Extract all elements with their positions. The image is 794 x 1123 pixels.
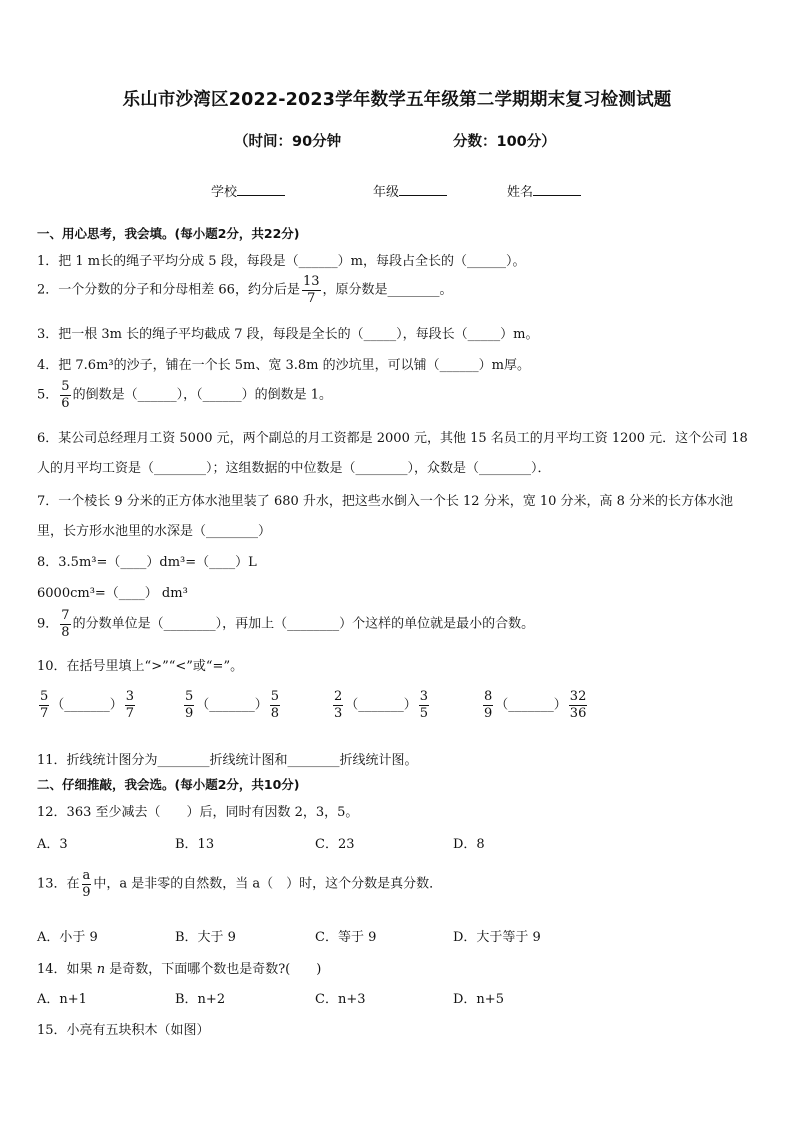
fraction: $\frac{3}{5}$ [419, 689, 429, 721]
fraction: $\frac{a}{9}$ [82, 868, 91, 900]
grade-label: 年级 [373, 185, 400, 200]
option-d[interactable]: D．8 [453, 837, 485, 852]
compare-item [331, 690, 431, 720]
exam-time: （时间：90分钟 [234, 134, 342, 150]
name-field [507, 181, 581, 200]
option-c[interactable]: C．23 [315, 837, 355, 852]
option-c[interactable]: C．n+3 [315, 992, 366, 1007]
exam-score: 分数：100分） [453, 134, 556, 150]
fraction: $\frac{5}{9}$ [185, 689, 194, 721]
question-15: 15．小亮有五块积木（如图） [37, 1023, 210, 1038]
option-b[interactable]: B．n+2 [175, 992, 226, 1007]
fraction: $\frac{13}{7}$ [302, 274, 320, 306]
question-5: 5． $\frac{5}{6}$ 的倒数是（______），（______）的倒数是 1。 [37, 379, 332, 411]
compare-blank[interactable]: （_______） [495, 697, 567, 713]
question-8-line-2: 6000cm³=（____） dm³ [37, 586, 188, 601]
page-title: 乐山市沙湾区2022-2023学年数学五年级第二学期期末复习检测试题 [122, 90, 672, 110]
option-c[interactable]: C．等于 9 [315, 930, 377, 945]
question-1: 1．把 1 m长的绳子平均分成 5 段，每段是（______）m，每段占全长的（______）。 [37, 254, 526, 269]
school-blank[interactable] [237, 182, 285, 196]
compare-item [182, 690, 282, 720]
question-8-line-1: 8．3.5m³=（____）dm³=（____）L [37, 555, 257, 570]
question-12: 12．363 至少减去（ ）后，同时有因数 2，3，5。 [37, 805, 359, 820]
option-b[interactable]: B．大于 9 [175, 930, 236, 945]
fraction: $\frac{3}{7}$ [125, 689, 135, 721]
question-6-line-2: 人的月平均工资是（________）；这组数据的中位数是（________），众数是（________）． [37, 461, 551, 476]
question-10: 10．在括号里填上“>”“<”或“=”。 [37, 659, 244, 674]
compare-item [37, 690, 137, 720]
option-d[interactable]: D．n+5 [453, 992, 504, 1007]
fraction: $\frac{8}{9}$ [484, 689, 493, 721]
question-9: 9． $\frac{7}{8}$ 的分数单位是（________），再加上（________）个这样的单位就是最小的合数。 [37, 608, 535, 640]
question-7-line-2: 里，长方形水池里的水深是（________） [37, 524, 272, 539]
option-b[interactable]: B．13 [175, 837, 215, 852]
compare-blank[interactable]: （_______） [345, 697, 417, 713]
grade-blank[interactable] [399, 182, 447, 196]
fraction: $\frac{7}{8}$ [61, 608, 70, 640]
fraction: $\frac{5}{6}$ [61, 379, 70, 411]
name-label: 姓名 [507, 185, 534, 200]
name-blank[interactable] [533, 182, 581, 196]
option-a[interactable]: A．n+1 [37, 992, 87, 1007]
question-11: 11．折线统计图分为________折线统计图和________折线统计图。 [37, 753, 418, 768]
question-6-line-1: 6．某公司总经理月工资 5000 元，两个副总的月工资都是 2000 元，其他 15 名员工的月平均工资 1200 元．这个公司 18 [37, 431, 748, 446]
question-14: 14．如果 n 是奇数，下面哪个数也是奇数?( ) [37, 962, 322, 977]
section-1-heading: 一、用心思考，我会填。(每小题2分，共22分) [37, 226, 300, 241]
question-7-line-1: 7．一个棱长 9 分米的正方体水池里装了 680 升水，把这些水倒入一个长 12 分米，宽 10 分米，高 8 分米的长方体水池 [37, 494, 734, 509]
fraction: $\frac{32}{36}$ [569, 689, 587, 721]
compare-blank[interactable]: （_______） [51, 697, 123, 713]
compare-blank[interactable]: （_______） [196, 697, 268, 713]
fraction: $\frac{5}{8}$ [270, 689, 280, 721]
question-2: 2．一个分数的分子和分母相差 66，约分后是 $\frac{13}{7}$ ，原分数是________。 [37, 274, 453, 306]
option-a[interactable]: A．3 [37, 837, 68, 852]
fraction: $\frac{5}{7}$ [40, 689, 49, 721]
question-3: 3．把一根 3m 长的绳子平均截成 7 段，每段是全长的（_____），每段长（_____）m。 [37, 327, 539, 342]
option-a[interactable]: A．小于 9 [37, 930, 98, 945]
fraction: $\frac{2}{3}$ [334, 689, 343, 721]
option-d[interactable]: D．大于等于 9 [453, 930, 541, 945]
compare-item [481, 690, 589, 720]
school-field [211, 181, 285, 200]
section-2-heading: 二、仔细推敲，我会选。(每小题2分，共10分) [37, 777, 300, 792]
grade-field [373, 181, 447, 200]
question-4: 4．把 7.6m³的沙子，铺在一个长 5m、宽 3.8m 的沙坑里，可以铺（______）m厚。 [37, 358, 530, 373]
question-13: 13．在 $\frac{a}{9}$ 中，a 是非零的自然数，当 a（ ）时，这个分数是真分数． [37, 868, 443, 900]
school-label: 学校 [211, 185, 238, 200]
